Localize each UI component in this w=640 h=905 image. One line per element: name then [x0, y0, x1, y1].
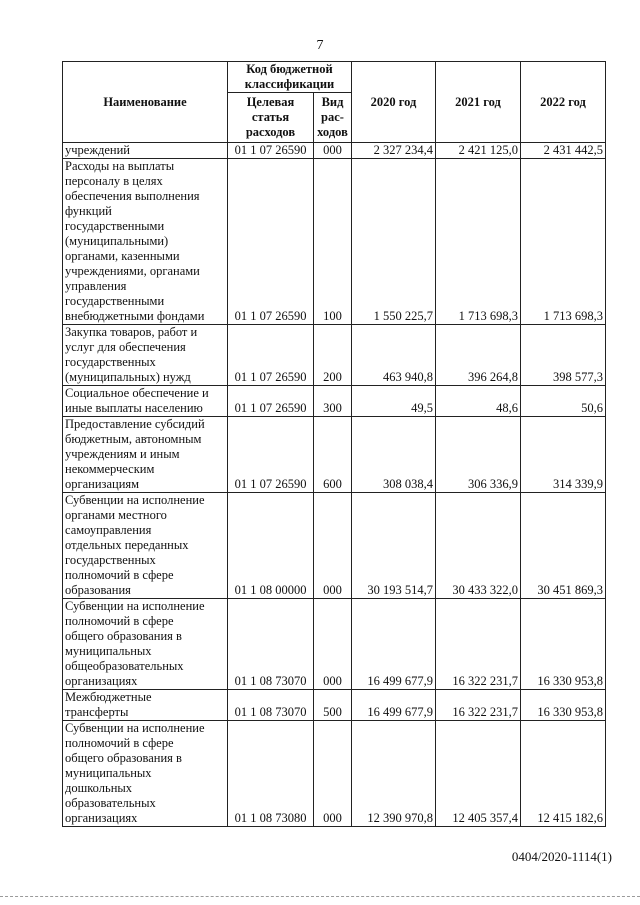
scan-edge-line: [0, 896, 640, 897]
row-code: 01 1 07 26590: [228, 159, 314, 325]
row-value-2021: 2 421 125,0: [436, 143, 521, 159]
row-code: 01 1 08 73080: [228, 721, 314, 827]
table-row: [63, 159, 606, 325]
table-row: [63, 325, 606, 386]
row-value-2022: 16 330 953,8: [521, 690, 606, 721]
row-value-2022: 314 339,9: [521, 417, 606, 493]
row-name: учреждений: [63, 143, 228, 159]
row-code: 01 1 07 26590: [228, 417, 314, 493]
row-value-2021: 12 405 357,4: [436, 721, 521, 827]
row-code: 01 1 07 26590: [228, 325, 314, 386]
header-name: Наименование: [63, 62, 228, 143]
row-value-2022: 398 577,3: [521, 325, 606, 386]
page-number: 7: [316, 38, 324, 53]
row-value-2021: 30 433 322,0: [436, 493, 521, 599]
row-name: Субвенции на исполнение полномочий в сфере общего образования в муниципальных дошкольных образовательных организациях: [63, 721, 228, 827]
row-expense-type: 000: [314, 143, 352, 159]
row-value-2022: 16 330 953,8: [521, 599, 606, 690]
row-expense-type: 000: [314, 599, 352, 690]
row-name: Межбюджетные трансферты: [63, 690, 228, 721]
row-value-2022: 1 713 698,3: [521, 159, 606, 325]
row-value-2021: 16 322 231,7: [436, 599, 521, 690]
row-expense-type: 500: [314, 690, 352, 721]
row-code: 01 1 08 00000: [228, 493, 314, 599]
row-value-2020: 49,5: [352, 386, 436, 417]
header-year-2021: 2021 год: [436, 62, 521, 143]
row-expense-type: 600: [314, 417, 352, 493]
row-expense-type: 100: [314, 159, 352, 325]
row-value-2022: 2 431 442,5: [521, 143, 606, 159]
row-expense-type: 300: [314, 386, 352, 417]
row-expense-type: 000: [314, 721, 352, 827]
table-row: [63, 143, 606, 159]
row-value-2021: 1 713 698,3: [436, 159, 521, 325]
row-value-2020: 16 499 677,9: [352, 690, 436, 721]
row-value-2022: 50,6: [521, 386, 606, 417]
table-row: [63, 386, 606, 417]
row-value-2020: 12 390 970,8: [352, 721, 436, 827]
budget-table: [62, 61, 606, 827]
row-value-2021: 16 322 231,7: [436, 690, 521, 721]
row-value-2021: 48,6: [436, 386, 521, 417]
row-value-2020: 2 327 234,4: [352, 143, 436, 159]
row-value-2020: 30 193 514,7: [352, 493, 436, 599]
row-code: 01 1 08 73070: [228, 690, 314, 721]
row-value-2021: 306 336,9: [436, 417, 521, 493]
row-value-2020: 308 038,4: [352, 417, 436, 493]
row-value-2020: 463 940,8: [352, 325, 436, 386]
row-value-2021: 396 264,8: [436, 325, 521, 386]
document-code: 0404/2020-1114(1): [511, 849, 612, 864]
table-row: [63, 721, 606, 827]
table-row: [63, 599, 606, 690]
row-code: 01 1 07 26590: [228, 143, 314, 159]
table-row: [63, 690, 606, 721]
row-name: Социальное обеспечение и иные выплаты населению: [63, 386, 228, 417]
header-year-2022: 2022 год: [521, 62, 606, 143]
table-row: [63, 493, 606, 599]
row-name: Закупка товаров, работ и услуг для обеспечения государственных (муниципальных) нужд: [63, 325, 228, 386]
row-name: Субвенции на исполнение органами местного самоуправления отдельных переданных государственных полномочий в сфере образования: [63, 493, 228, 599]
header-code-group: Код бюджетной классификации: [228, 62, 352, 93]
row-name: Расходы на выплаты персоналу в целях обеспечения выполнения функций государственными (муниципальными) органами, казенными учреждениями, органами управления государственными внебюджетными фондами: [63, 159, 228, 325]
row-name: Субвенции на исполнение полномочий в сфере общего образования в муниципальных общеобразовательных организациях: [63, 599, 228, 690]
row-name: Предоставление субсидий бюджетным, автономным учреждениям и иным некоммерческим организациям: [63, 417, 228, 493]
row-code: 01 1 08 73070: [228, 599, 314, 690]
table-body: [63, 143, 606, 827]
row-value-2020: 1 550 225,7: [352, 159, 436, 325]
row-expense-type: 000: [314, 493, 352, 599]
row-value-2022: 12 415 182,6: [521, 721, 606, 827]
row-value-2020: 16 499 677,9: [352, 599, 436, 690]
header-target-article: Целевая статья расходов: [228, 93, 314, 143]
row-code: 01 1 07 26590: [228, 386, 314, 417]
header-year-2020: 2020 год: [352, 62, 436, 143]
row-value-2022: 30 451 869,3: [521, 493, 606, 599]
header-expense-type: Вид рас-ходов: [314, 93, 352, 143]
table-row: [63, 417, 606, 493]
row-expense-type: 200: [314, 325, 352, 386]
